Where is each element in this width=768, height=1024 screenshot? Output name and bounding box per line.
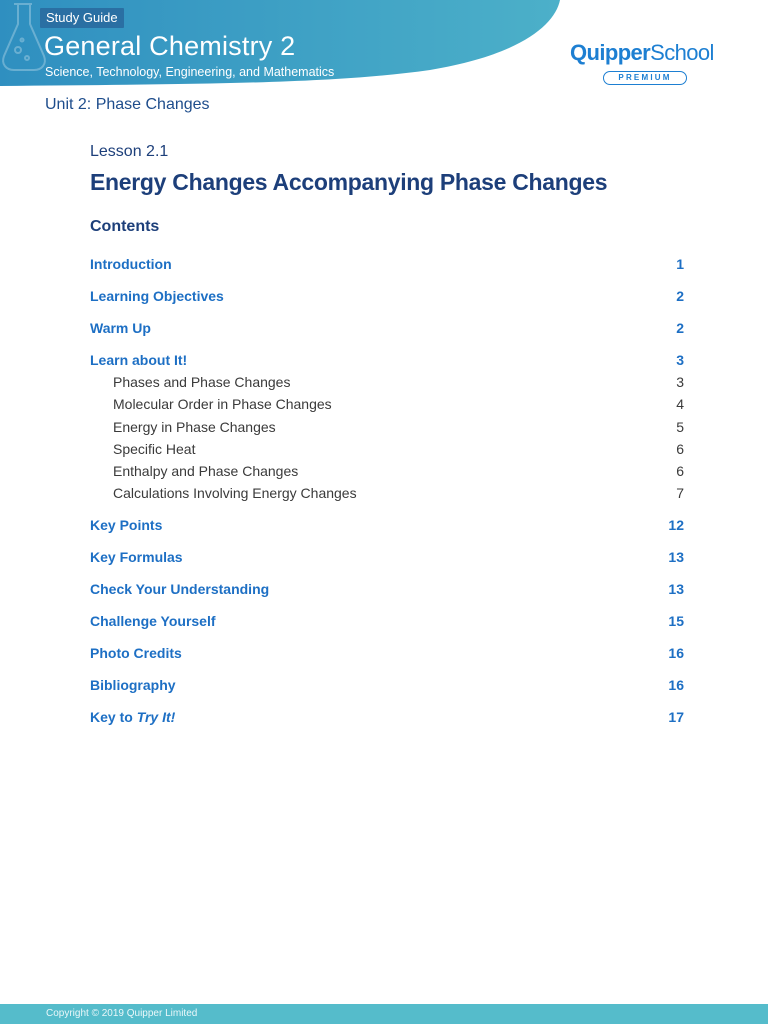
premium-badge: PREMIUM [603, 71, 687, 85]
toc-page: 3 [676, 352, 684, 368]
toc-page: 2 [676, 288, 684, 304]
study-guide-badge: Study Guide [40, 8, 124, 28]
toc-page: 15 [668, 613, 684, 629]
toc-label: Key Formulas [90, 549, 183, 565]
toc-label: Learn about It! [90, 352, 188, 368]
toc-page: 6 [676, 463, 684, 479]
toc-label: Learning Objectives [90, 288, 224, 304]
logo-school: School [650, 40, 714, 65]
unit-heading: Unit 2: Phase Changes [45, 96, 210, 113]
toc-subitem-enthalpy[interactable] [90, 461, 684, 481]
toc-item-learning-objectives[interactable] [90, 286, 684, 306]
toc-subitem-calculations[interactable] [90, 483, 684, 503]
toc-page: 13 [668, 549, 684, 565]
toc-label: Enthalpy and Phase Changes [113, 463, 299, 479]
toc-label-prefix: Key to [90, 709, 137, 725]
toc-item-bibliography[interactable] [90, 675, 684, 695]
toc-page: 16 [668, 677, 684, 693]
toc-label: Challenge Yourself [90, 613, 216, 629]
logo-wordmark [570, 40, 730, 66]
toc-label: Energy in Phase Changes [113, 419, 276, 435]
quipper-school-logo [570, 40, 730, 90]
toc-subitem-phases[interactable] [90, 372, 684, 392]
toc-item-learn-about-it[interactable] [90, 350, 684, 370]
toc-page: 1 [676, 256, 684, 272]
toc-item-challenge-yourself[interactable] [90, 611, 684, 631]
toc-label: Check Your Understanding [90, 581, 270, 597]
toc-page: 7 [676, 485, 684, 501]
toc-label: Introduction [90, 256, 172, 272]
course-subtitle: Science, Technology, Engineering, and Mathematics [45, 65, 335, 79]
toc-page: 3 [676, 374, 684, 390]
toc-page: 17 [668, 709, 684, 725]
toc-item-check-your-understanding[interactable] [90, 579, 684, 599]
toc-page: 6 [676, 441, 684, 457]
copyright-text: Copyright © 2019 Quipper Limited [46, 1008, 198, 1019]
toc-item-introduction[interactable] [90, 254, 684, 274]
toc-item-warm-up[interactable] [90, 318, 684, 338]
toc-item-key-to-try-it[interactable] [90, 707, 684, 727]
toc-subitem-energy[interactable] [90, 417, 684, 437]
course-title: General Chemistry 2 [44, 31, 296, 61]
toc-label: Bibliography [90, 677, 176, 693]
toc-page: 2 [676, 320, 684, 336]
toc-subitem-molecular-order[interactable] [90, 394, 684, 414]
toc-label: Phases and Phase Changes [113, 374, 291, 390]
contents-heading: Contents [90, 218, 160, 235]
toc-label: Photo Credits [90, 645, 182, 661]
toc-label: Calculations Involving Energy Changes [113, 485, 357, 501]
toc-label: Key Points [90, 517, 163, 533]
toc-label: Warm Up [90, 320, 151, 336]
toc-label-italic: Try It! [136, 709, 176, 725]
toc-subitem-specific-heat[interactable] [90, 439, 684, 459]
toc-item-key-points[interactable] [90, 515, 684, 535]
toc-label: Specific Heat [113, 441, 196, 457]
logo-quipper: Quipper [570, 40, 651, 65]
toc-page: 5 [676, 419, 684, 435]
lesson-number: Lesson 2.1 [90, 143, 169, 160]
toc-page: 16 [668, 645, 684, 661]
lesson-title: Energy Changes Accompanying Phase Changes [90, 169, 608, 195]
toc-page: 13 [668, 581, 684, 597]
toc-label: Molecular Order in Phase Changes [113, 396, 332, 412]
toc-item-key-formulas[interactable] [90, 547, 684, 567]
toc-page: 12 [668, 517, 684, 533]
footer-bar [0, 1004, 768, 1024]
toc-item-photo-credits[interactable] [90, 643, 684, 663]
toc-page: 4 [676, 396, 684, 412]
toc-label [90, 709, 175, 725]
